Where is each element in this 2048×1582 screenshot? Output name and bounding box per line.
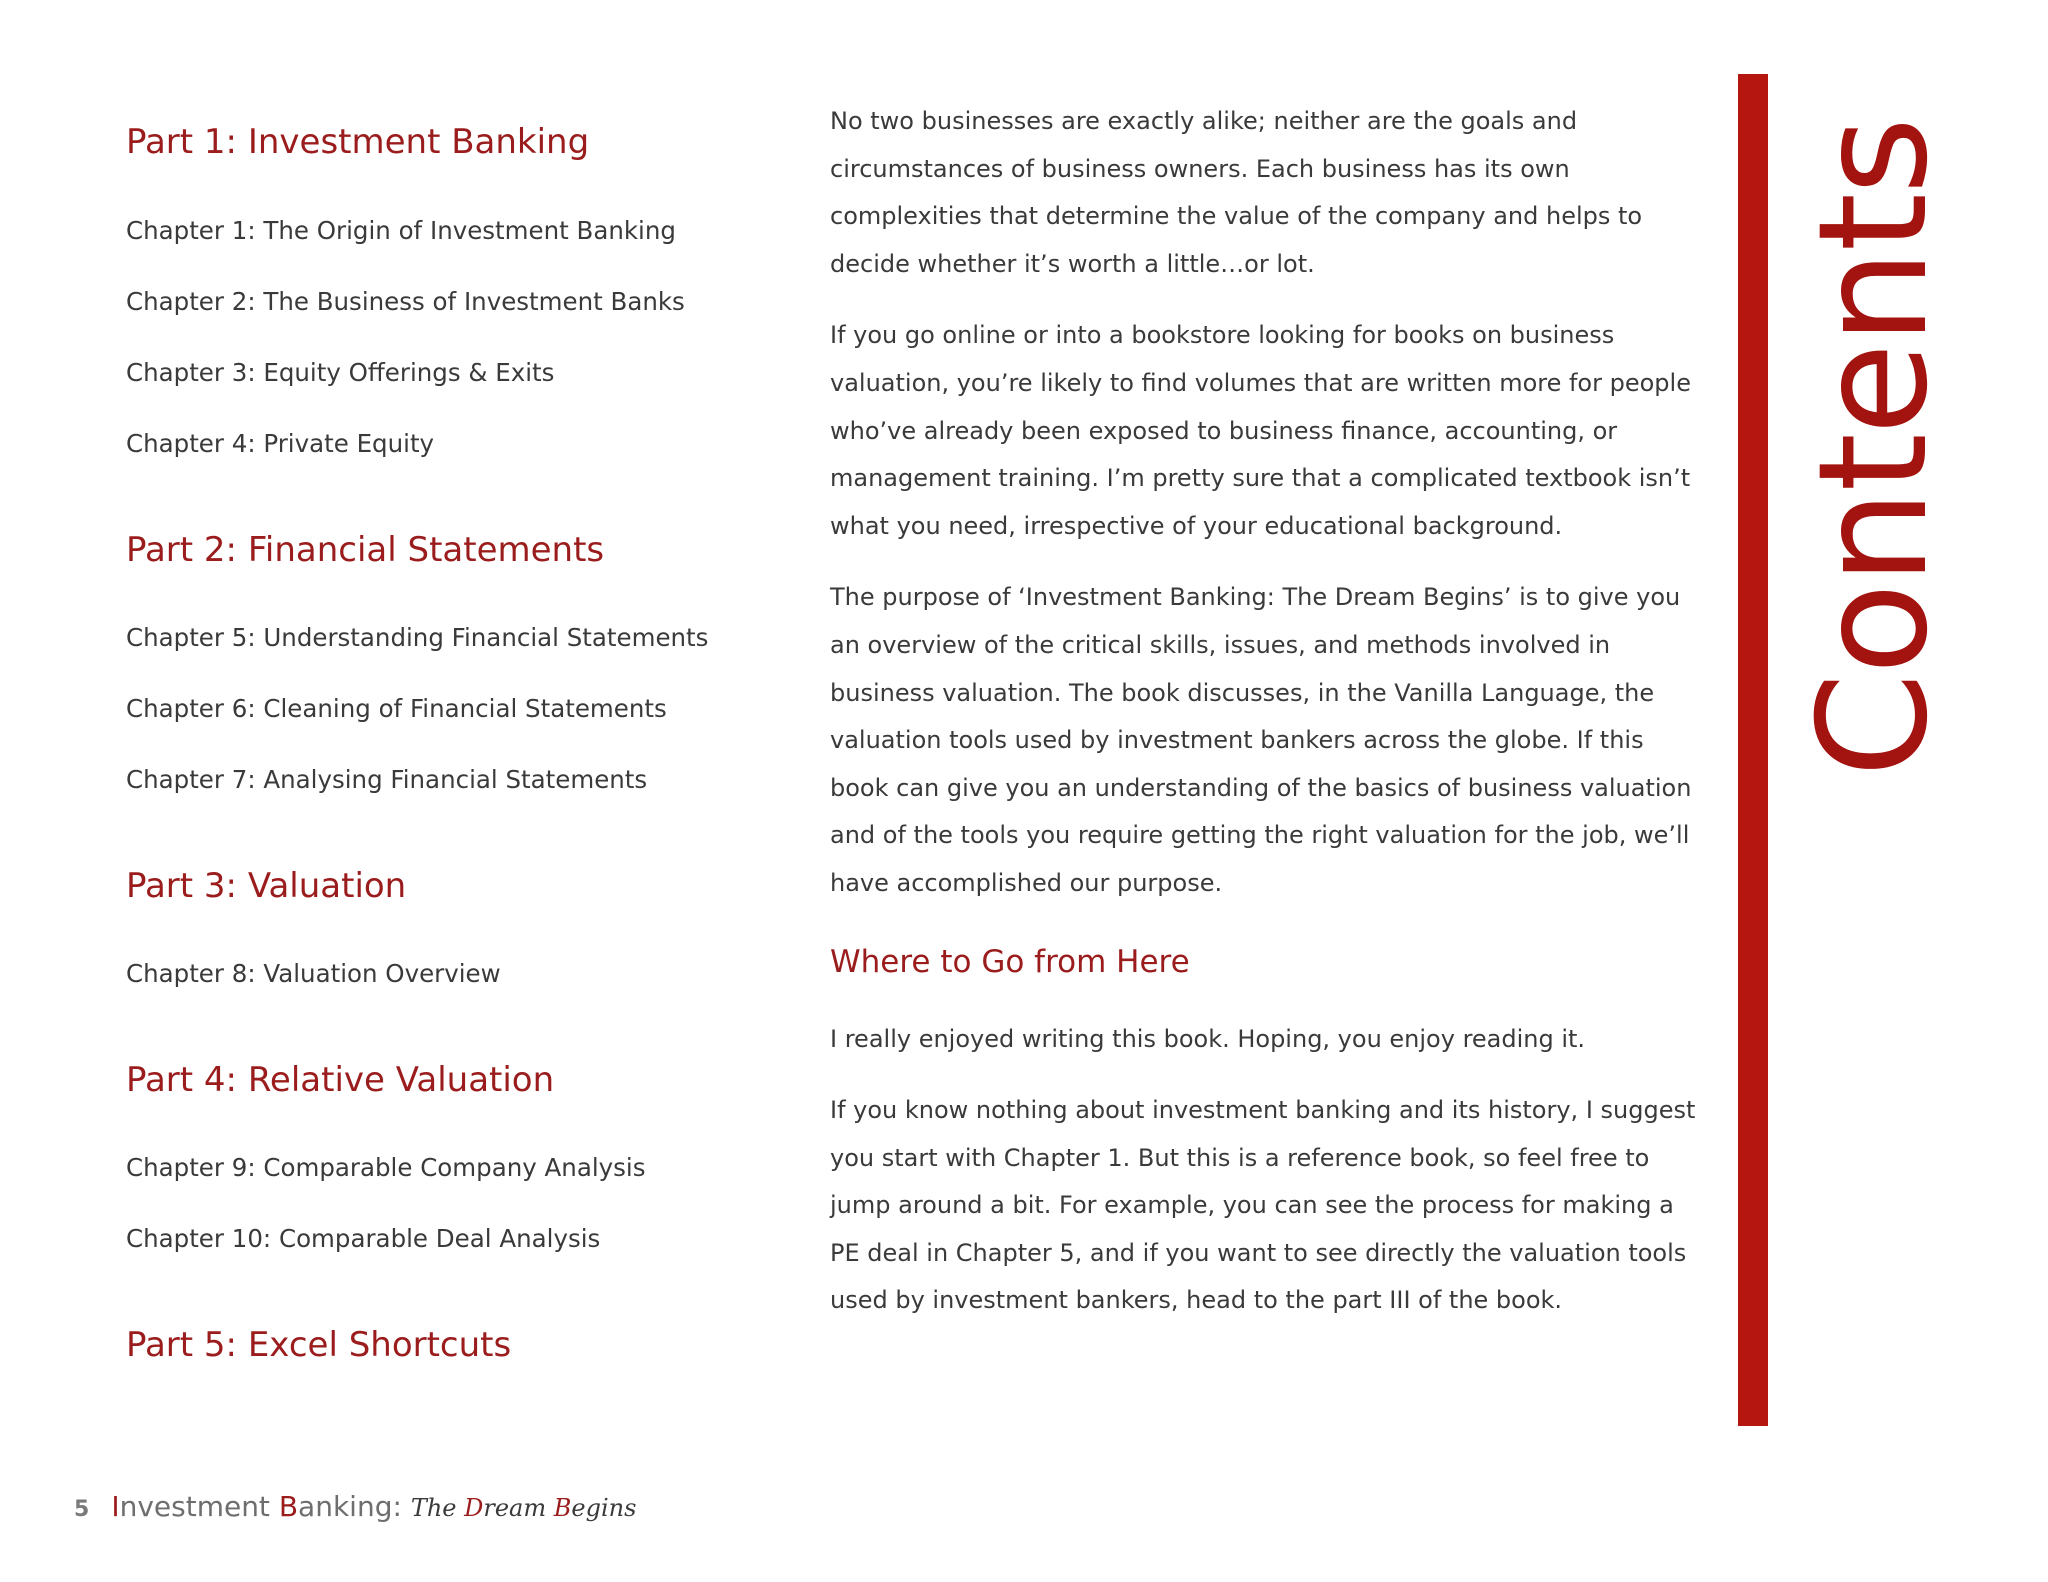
chapter-5-link[interactable]: Chapter 5: Understanding Financial Statements: [126, 623, 709, 652]
page-footer: [74, 1490, 636, 1523]
chapter-8-link[interactable]: Chapter 8: Valuation Overview: [126, 959, 501, 988]
where-to-go-heading: Where to Go from Here: [830, 943, 1190, 980]
contents-title: Contents: [1787, 118, 1961, 778]
tagline-text: he: [426, 1494, 465, 1522]
book-title-text: nvestment: [119, 1490, 279, 1523]
page-number: 5: [74, 1497, 90, 1522]
book-title-text: anking:: [298, 1490, 411, 1523]
part-4-title: Part 4: Relative Valuation: [126, 1060, 555, 1100]
book-title-initial: I: [111, 1490, 120, 1523]
intro-paragraph: If you go online or into a bookstore looking for books on business valuation, you’re likely to find volumes that are written more for people who’ve already been exposed to business finance, accounting, or management training. I’m pretty sure that a complicated textbook isn’t what you need, irrespective of your educational background.: [830, 321, 1691, 540]
tagline-initial: D: [464, 1494, 484, 1522]
where-to-go-paragraph: If you know nothing about investment banking and its history, I suggest you start with Chapter 1. But this is a reference book, so feel free to jump around a bit. For example, you can see the process for making a PE deal in Chapter 5, and if you want to see directly the valuation tools used by investment bankers, head to the part III of the book.: [830, 1096, 1696, 1315]
tagline-text: egins: [571, 1494, 637, 1522]
chapter-10-link[interactable]: Chapter 10: Comparable Deal Analysis: [126, 1224, 601, 1253]
chapter-3-link[interactable]: Chapter 3: Equity Offerings & Exits: [126, 358, 555, 387]
contents-title-wrap: [1787, 78, 1961, 818]
part-3-title: Part 3: Valuation: [126, 866, 407, 906]
accent-bar: [1738, 74, 1768, 1426]
tagline-text: ream: [483, 1494, 554, 1522]
intro-paragraph: The purpose of ‘Investment Banking: The Dream Begins’ is to give you an overview of the critical skills, issues, and methods involved in business valuation. The book discusses, in the Vanilla Language, the valuation tools used by investment bankers across the globe. If this book can give you an understanding of the basics of business valuation and of the tools you require getting the right valuation for the job, we’ll have accomplished our purpose.: [830, 583, 1692, 897]
chapter-9-link[interactable]: Chapter 9: Comparable Company Analysis: [126, 1153, 646, 1182]
chapter-1-link[interactable]: Chapter 1: The Origin of Investment Banking: [126, 216, 676, 245]
book-title-initial: B: [278, 1490, 299, 1523]
part-5-title: Part 5: Excel Shortcuts: [126, 1325, 512, 1365]
intro-paragraph: No two businesses are exactly alike; neither are the goals and circumstances of business owners. Each business has its own complexities that determine the value of the company and helps to decide whether it’s worth a little…or lot.: [830, 107, 1643, 278]
tagline-initial: B: [553, 1494, 572, 1522]
chapter-7-link[interactable]: Chapter 7: Analysing Financial Statements: [126, 765, 648, 794]
part-2-title: Part 2: Financial Statements: [126, 530, 605, 570]
chapter-4-link[interactable]: Chapter 4: Private Equity: [126, 429, 435, 458]
tagline-initial: T: [410, 1494, 427, 1522]
chapter-2-link[interactable]: Chapter 2: The Business of Investment Banks: [126, 287, 685, 316]
where-to-go-paragraph: I really enjoyed writing this book. Hoping, you enjoy reading it.: [830, 1024, 1586, 1053]
intro-text: [830, 98, 1700, 1349]
part-1-title: Part 1: Investment Banking: [126, 122, 590, 162]
chapter-6-link[interactable]: Chapter 6: Cleaning of Financial Statements: [126, 694, 667, 723]
book-tagline: [411, 1494, 637, 1522]
